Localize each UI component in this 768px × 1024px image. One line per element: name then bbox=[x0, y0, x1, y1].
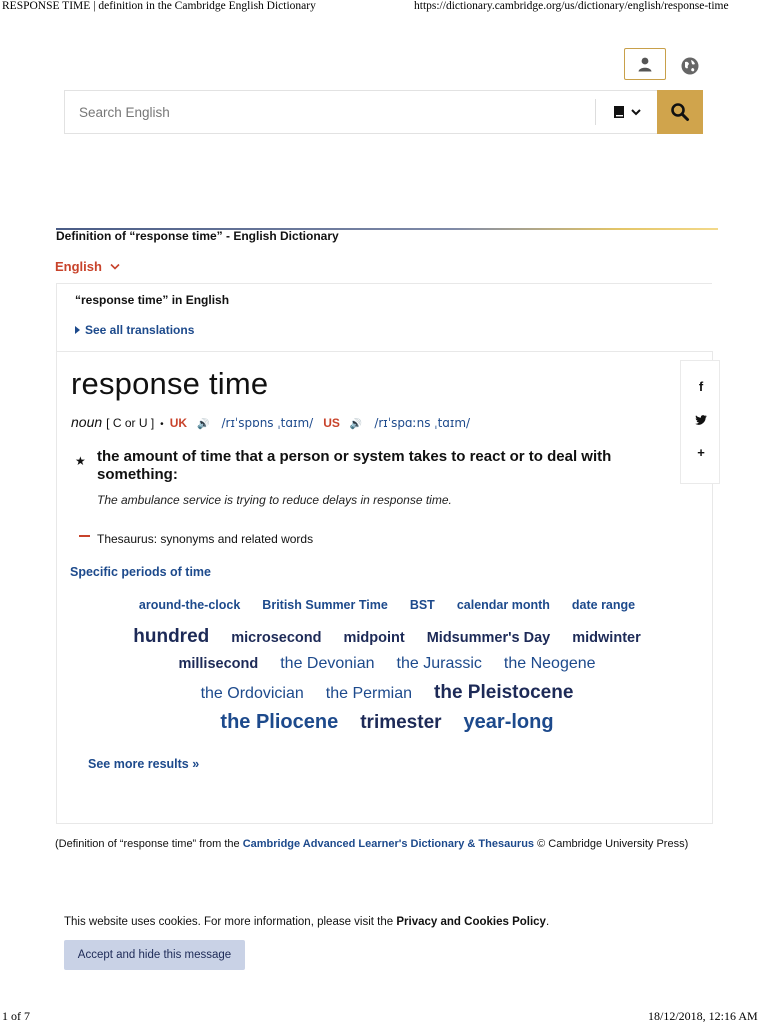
thesaurus-word-link[interactable]: midwinter bbox=[572, 630, 641, 646]
translations-heading: “response time” in English bbox=[75, 293, 230, 307]
print-title: RESPONSE TIME | definition in the Cambridge English Dictionary bbox=[2, 0, 316, 12]
twitter-icon bbox=[695, 415, 707, 425]
us-pronunciation: /rɪˈspɑːns ˌtɑɪm/ bbox=[374, 416, 471, 430]
definition-credit bbox=[55, 835, 695, 853]
thesaurus-word-link[interactable]: microsecond bbox=[231, 630, 322, 646]
word-cloud-row bbox=[77, 711, 697, 741]
print-header bbox=[0, 0, 768, 16]
facebook-share-icon[interactable]: f bbox=[698, 379, 704, 394]
part-of-speech: noun bbox=[71, 414, 103, 430]
caret-right-icon bbox=[75, 326, 80, 334]
more-share-icon[interactable]: + bbox=[697, 445, 705, 460]
definition: the amount of time that a person or system takes to react or to deal with something: bbox=[97, 448, 612, 483]
star-icon[interactable]: ★ bbox=[75, 454, 86, 468]
twitter-share-icon[interactable] bbox=[681, 413, 721, 428]
thesaurus-word-link[interactable]: around-the-clock bbox=[138, 598, 241, 612]
cookie-text-end: . bbox=[545, 916, 550, 928]
print-timestamp: 18/12/2018, 12:16 AM bbox=[648, 1009, 758, 1023]
language-label: English bbox=[55, 259, 102, 274]
word-cloud bbox=[77, 598, 697, 741]
word-cloud-row bbox=[77, 626, 697, 655]
us-audio-icon[interactable]: 🔊 bbox=[349, 419, 363, 430]
print-url: https://dictionary.cambridge.org/us/dictionary/english/response-time bbox=[414, 0, 729, 12]
entry-box bbox=[56, 351, 713, 824]
word-cloud-row bbox=[77, 655, 697, 682]
thesaurus-word-link[interactable]: hundred bbox=[133, 626, 210, 647]
word-cloud-row bbox=[77, 598, 697, 626]
accept-cookies-button[interactable]: Accept and hide this message bbox=[64, 940, 245, 970]
headword: response time bbox=[71, 366, 269, 401]
credit-suffix: © Cambridge University Press) bbox=[534, 838, 689, 850]
dictionary-selector[interactable] bbox=[595, 99, 657, 125]
thesaurus-word-link[interactable]: millisecond bbox=[178, 656, 259, 672]
thesaurus-word-link[interactable]: Midsummer's Day bbox=[426, 630, 551, 646]
thesaurus-word-link[interactable]: trimester bbox=[360, 712, 442, 733]
user-button[interactable] bbox=[624, 48, 666, 80]
page-title: Definition of “response time” - English Dictionary bbox=[56, 229, 339, 243]
search-button[interactable] bbox=[657, 90, 703, 134]
thesaurus-word-link[interactable]: the Jurassic bbox=[396, 655, 482, 672]
thesaurus-word-link[interactable]: BST bbox=[409, 598, 435, 612]
thesaurus-word-link[interactable]: the Neogene bbox=[503, 655, 596, 672]
see-more-results-link[interactable]: See more results » bbox=[88, 757, 200, 771]
see-all-translations-link[interactable] bbox=[75, 323, 194, 337]
us-label: US bbox=[323, 416, 340, 430]
language-selector[interactable] bbox=[55, 259, 120, 274]
thesaurus-word-link[interactable]: the Pleistocene bbox=[434, 682, 574, 703]
pos-line bbox=[71, 414, 480, 430]
privacy-policy-link[interactable]: Privacy and Cookies Policy bbox=[396, 916, 546, 928]
collapse-icon[interactable] bbox=[79, 535, 90, 537]
search-icon bbox=[670, 102, 690, 122]
thesaurus-word-link[interactable]: date range bbox=[571, 598, 636, 612]
word-cloud-row bbox=[77, 682, 697, 711]
grammar-code: [ C or U ] bbox=[106, 416, 155, 430]
globe-icon[interactable] bbox=[680, 56, 700, 76]
thesaurus-heading[interactable]: Specific periods of time bbox=[70, 565, 212, 579]
see-all-translations-label: See all translations bbox=[85, 323, 195, 337]
credit-source-link[interactable]: Cambridge Advanced Learner's Dictionary & Thesaurus bbox=[242, 838, 535, 850]
share-rail bbox=[680, 360, 720, 484]
separator-dot: • bbox=[160, 419, 164, 430]
example-sentence: The ambulance service is trying to reduce delays in response time. bbox=[97, 493, 452, 507]
user-icon bbox=[637, 56, 653, 72]
uk-pronunciation: /rɪˈspɒns ˌtɑɪm/ bbox=[221, 416, 314, 430]
thesaurus-word-link[interactable]: calendar month bbox=[456, 598, 550, 612]
book-icon bbox=[613, 105, 625, 119]
thesaurus-word-link[interactable]: the Devonian bbox=[280, 655, 375, 672]
translations-box bbox=[56, 283, 712, 351]
thesaurus-word-link[interactable]: year-long bbox=[463, 711, 554, 733]
chevron-down-icon bbox=[110, 263, 120, 270]
thesaurus-word-link[interactable]: the Ordovician bbox=[200, 685, 304, 702]
credit-prefix: (Definition of “response time” from the bbox=[55, 838, 243, 850]
uk-label: UK bbox=[169, 416, 188, 430]
thesaurus-word-link[interactable]: the Pliocene bbox=[220, 711, 339, 733]
search-input[interactable] bbox=[65, 91, 595, 133]
thesaurus-word-link[interactable]: midpoint bbox=[343, 630, 405, 646]
chevron-down-icon bbox=[631, 108, 641, 116]
print-page-number: 1 of 7 bbox=[2, 1009, 30, 1023]
search-bar bbox=[64, 90, 702, 134]
thesaurus-word-link[interactable]: British Summer Time bbox=[262, 598, 388, 612]
cookie-text: This website uses cookies. For more information, please visit the bbox=[64, 916, 397, 928]
cookie-notice bbox=[64, 916, 549, 928]
thesaurus-label: Thesaurus: synonyms and related words bbox=[97, 532, 314, 546]
uk-audio-icon[interactable]: 🔊 bbox=[197, 419, 210, 430]
thesaurus-word-link[interactable]: the Permian bbox=[325, 685, 413, 702]
